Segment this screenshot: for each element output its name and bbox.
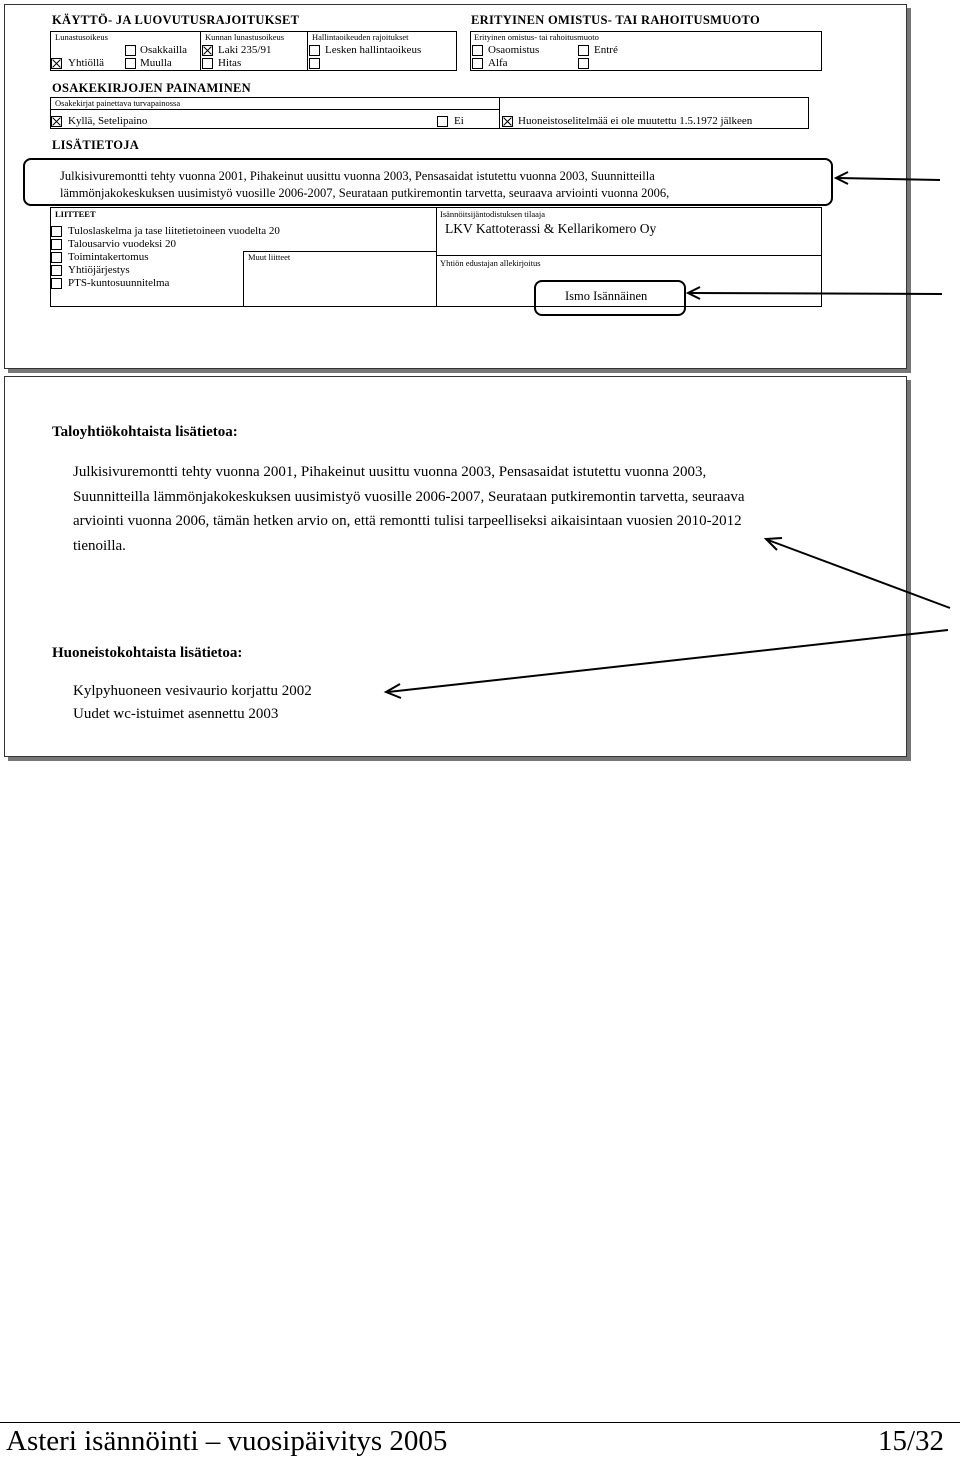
footer-title: Asteri isännöinti – vuosipäivitys 2005 <box>6 1425 448 1457</box>
info-title: LISÄTIETOJA <box>52 138 140 152</box>
company-line-4: tienoilla. <box>73 537 126 554</box>
huoneisto-label: Huoneistoselitelmää ei ole muutettu 1.5.1972 jälkeen <box>518 115 753 127</box>
col-erityinen-label: Erityinen omistus- tai rahoitusmuoto <box>474 32 599 42</box>
att2-label: Talousarvio vuodeksi 20 <box>68 238 176 250</box>
att3-label: Toimintakertomus <box>68 251 149 263</box>
laki-label: Laki 235/91 <box>218 44 272 56</box>
orderer-label: Isännöitsijäntodistuksen tilaaja <box>440 209 546 219</box>
attachments-title: LIITTEET <box>55 209 96 219</box>
restrictions-title: KÄYTTÖ- JA LUOVUTUSRAJOITUKSET <box>52 13 300 27</box>
special-ownership-title: ERITYINEN OMISTUS- TAI RAHOITUSMUOTO <box>471 13 760 27</box>
alfa-label: Alfa <box>488 57 508 69</box>
arrow-company <box>768 540 950 608</box>
info-line-1: Julkisivuremontti tehty vuonna 2001, Pihakeinut uusittu vuonna 2003, Pensasaidat istutettu vuonna 2003, Suunnitteilla <box>60 169 655 183</box>
apartment-line-1: Kylpyhuoneen vesivaurio korjattu 2002 <box>73 683 312 699</box>
col-kunnan-label: Kunnan lunastusoikeus <box>205 32 285 42</box>
col-hallinta-label: Hallintaoikeuden rajoitukset <box>312 32 409 42</box>
info-line-2: lämmönjakokeskuksen uusimistyö vuosille 2006-2007, Seurataan putkiremontin tarvetta, seuraava arviointi vuonna 2006, <box>60 186 670 200</box>
footer-rule <box>0 1422 960 1423</box>
company-info-heading: Taloyhtiökohtaista lisätietoa: <box>52 424 238 440</box>
orderer-value: LKV Kattoterassi & Kellarikomero Oy <box>445 221 657 236</box>
col-lunastus-label: Lunastusoikeus <box>55 32 108 42</box>
muut-liitteet-label: Muut liitteet <box>248 252 291 262</box>
lesken-label: Lesken hallintaoikeus <box>325 44 422 56</box>
osakkailla-label: Osakkailla <box>140 44 188 56</box>
muulla-label: Muulla <box>140 57 172 69</box>
signature-label: Yhtiön edustajan allekirjoitus <box>440 258 541 268</box>
printing-label: Osakekirjat painettava turvapainossa <box>55 98 181 108</box>
company-line-2: Suunnitteilla lämmönjakokeskuksen uusimistyö vuosille 2006-2007, Seurataan putkiremontin tarvetta, seuraava <box>73 488 745 505</box>
company-line-1: Julkisivuremontti tehty vuonna 2001, Pihakeinut uusittu vuonna 2003, Pensasaidat istutettu vuonna 2003, <box>73 464 707 480</box>
entre-label: Entré <box>594 44 618 56</box>
arrow-info <box>838 178 940 180</box>
osaomistus-label: Osaomistus <box>488 44 540 56</box>
kylla-label: Kyllä, Setelipaino <box>68 115 148 127</box>
arrow-signature <box>690 293 942 294</box>
apartment-info-heading: Huoneistokohtaista lisätietoa: <box>52 645 243 661</box>
apartment-line-2: Uudet wc-istuimet asennettu 2003 <box>73 706 279 722</box>
signature-value: Ismo Isännäinen <box>565 289 648 303</box>
ei-label: Ei <box>454 115 464 127</box>
yhtiolla-label: Yhtiöllä <box>68 57 105 69</box>
arrow-apartment <box>388 630 948 692</box>
printing-title: OSAKEKIRJOJEN PAINAMINEN <box>52 81 251 95</box>
page-number: 15/32 <box>877 1425 944 1457</box>
att1-label: Tuloslaskelma ja tase liitetietoineen vuodelta 20 <box>68 225 280 237</box>
company-line-3: arviointi vuonna 2006, tämän hetken arvio on, että remontti tulisi tarpeelliseksi aikaisintaan vuosien 2010-2012 <box>73 513 742 529</box>
hitas-label: Hitas <box>218 57 242 69</box>
att5-label: PTS-kuntosuunnitelma <box>68 277 170 289</box>
att4-label: Yhtiöjärjestys <box>68 264 130 276</box>
